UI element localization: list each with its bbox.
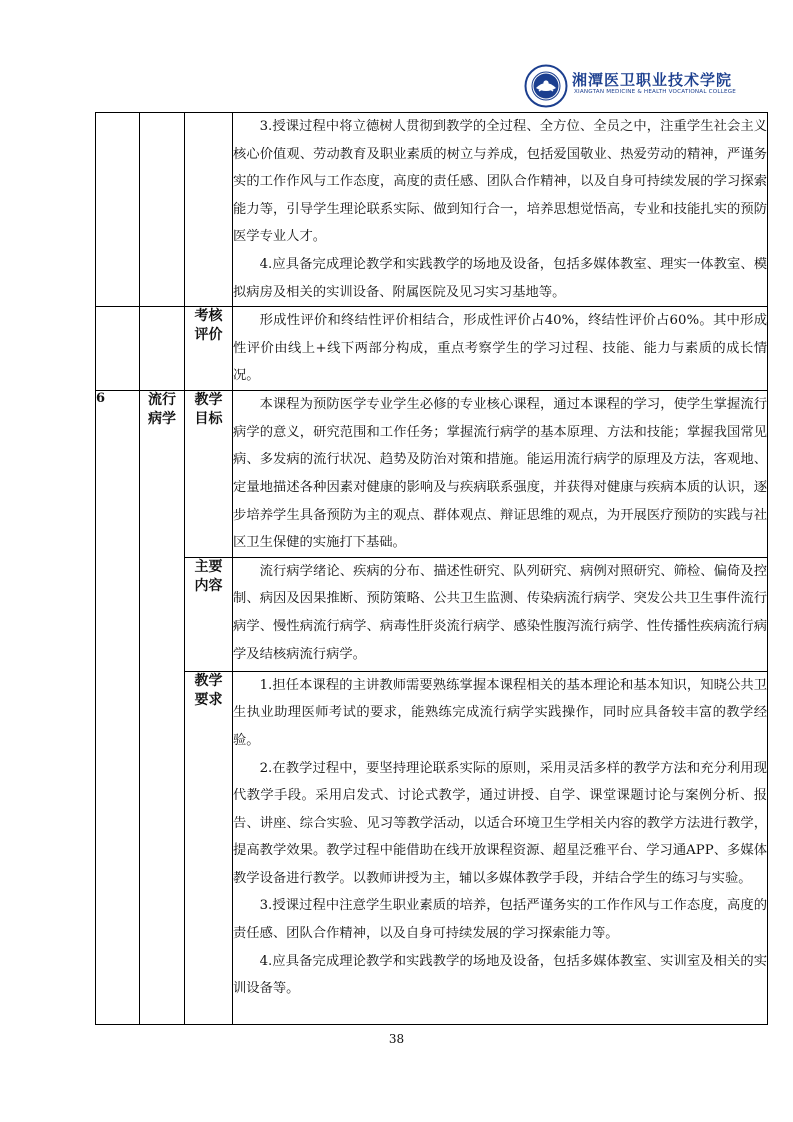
table-row: [96, 113, 768, 307]
assessment-label: 考核 评价: [185, 307, 233, 391]
requirements-paragraph: 2.在教学过程中，要坚持理论联系实际的原则，采用灵活多样的教学方法和充分利用现代教学手段。采用启发式、讨论式教学，通过讲授、自学、课堂课题讨论与案例分析、报告、讲座、综合实验、见习等教学活动，以适合环境卫生学相关内容的教学方法进行教学，提高教学效果。教学过程中能借助在线开放课程资源、超星泛雅平台、学习通APP、多媒体教学设备进行教学。以教师讲授为主，辅以多媒体教学手段，并结合学生的练习与实验。: [233, 760, 767, 886]
content-text: 流行病学绪论、疾病的分布、描述性研究、队列研究、病例对照研究、筛检、偏倚及控制、病因及因果推断、预防策略、公共卫生监测、传染病流行病学、突发公共卫生事件流行病学、慢性病流行病学、病毒性肝炎流行病学、感染性腹泻流行病学、性传播性疾病流行病学及结核病流行病学。: [233, 563, 767, 662]
assessment-text: 形成性评价和终结性评价相结合，形成性评价占40%，终结性评价占60%。其中形成性评价由线上+线下两部分构成，重点考察学生的学习过程、技能、能力与素质的成长情况。: [233, 313, 767, 384]
requirements-label: 教学 要求: [185, 671, 233, 1024]
table-row: [96, 671, 768, 1024]
label-cell: [185, 113, 233, 307]
college-seal-icon: [524, 64, 568, 108]
number-cell: [96, 113, 140, 307]
objectives-label: 教学 目标: [185, 391, 233, 558]
course-name: 流行 病学: [140, 391, 185, 1025]
table-row: [96, 307, 768, 391]
course-name-cell: [140, 113, 185, 307]
number-cell: [96, 307, 140, 391]
college-logo: [524, 64, 739, 108]
assessment-cell: [233, 307, 768, 391]
content-cell: [233, 557, 768, 671]
course-table: [95, 112, 768, 1025]
college-name-cn: 湘潭医卫职业技术学院: [572, 71, 733, 89]
objectives-text: 本课程为预防医学专业学生必修的专业核心课程，通过本课程的学习，使学生掌握流行病学的意义，研究范围和工作任务；掌握流行病学的基本原理、方法和技能；掌握我国常见病、多发病的流行状况、趋势及防治对策和措施。能运用流行病学的原理及方法，客观地、定量地描述各种因素对健康的影响及与疾病联系强度，并获得对健康与疾病本质的认识，逐步培养学生具备预防为主的观点、群体观点、辩证思维的观点，为开展医疗预防的实践与社区卫生保健的实施打下基础。: [233, 397, 767, 551]
requirements-paragraph: 3.授课过程中将立德树人贯彻到教学的全过程、全方位、全员之中，注重学生社会主义核心价值观、劳动教育及职业素质的树立与养成，包括爱国敬业、热爱劳动的精神，严谨务实的工作作风与工作态度，高度的责任感、团队合作精神，以及自身可持续发展的学习探索能力等，引导学生理论联系实际、做到知行合一，培养思想觉悟高，专业和技能扎实的预防医学专业人才。: [233, 119, 767, 245]
content-label: 主要 内容: [185, 557, 233, 671]
course-name-cell: [140, 307, 185, 391]
table-row: [96, 391, 768, 558]
course-number: 6: [96, 391, 140, 1025]
requirements-paragraph: 4.应具备完成理论教学和实践教学的场地及设备，包括多媒体教室、实训室及相关的实训设备等。: [233, 953, 767, 997]
college-name-en: XIANGTAN MEDICINE & HEALTH VOCATIONAL COLLEGE: [574, 89, 736, 95]
requirements-cont-cell: [233, 113, 768, 307]
requirements-cell: [233, 671, 768, 1024]
objectives-cell: [233, 391, 768, 558]
requirements-paragraph: 3.授课过程中注意学生职业素质的培养，包括严谨务实的工作作风与工作态度，高度的责任感、团队合作精神，以及自身可持续发展的学习探索能力等。: [233, 898, 767, 942]
requirements-paragraph: 1.担任本课程的主讲教师需要熟练掌握本课程相关的基本理论和基本知识，知晓公共卫生执业助理医师考试的要求，能熟练完成流行病学实践操作，同时应具备较丰富的教学经验。: [233, 677, 767, 748]
page-number: 38: [388, 1032, 405, 1046]
table-row: [96, 557, 768, 671]
requirements-paragraph: 4.应具备完成理论教学和实践教学的场地及设备，包括多媒体教室、理实一体教室、模拟病房及相关的实训设备、附属医院及见习实习基地等。: [233, 256, 767, 300]
